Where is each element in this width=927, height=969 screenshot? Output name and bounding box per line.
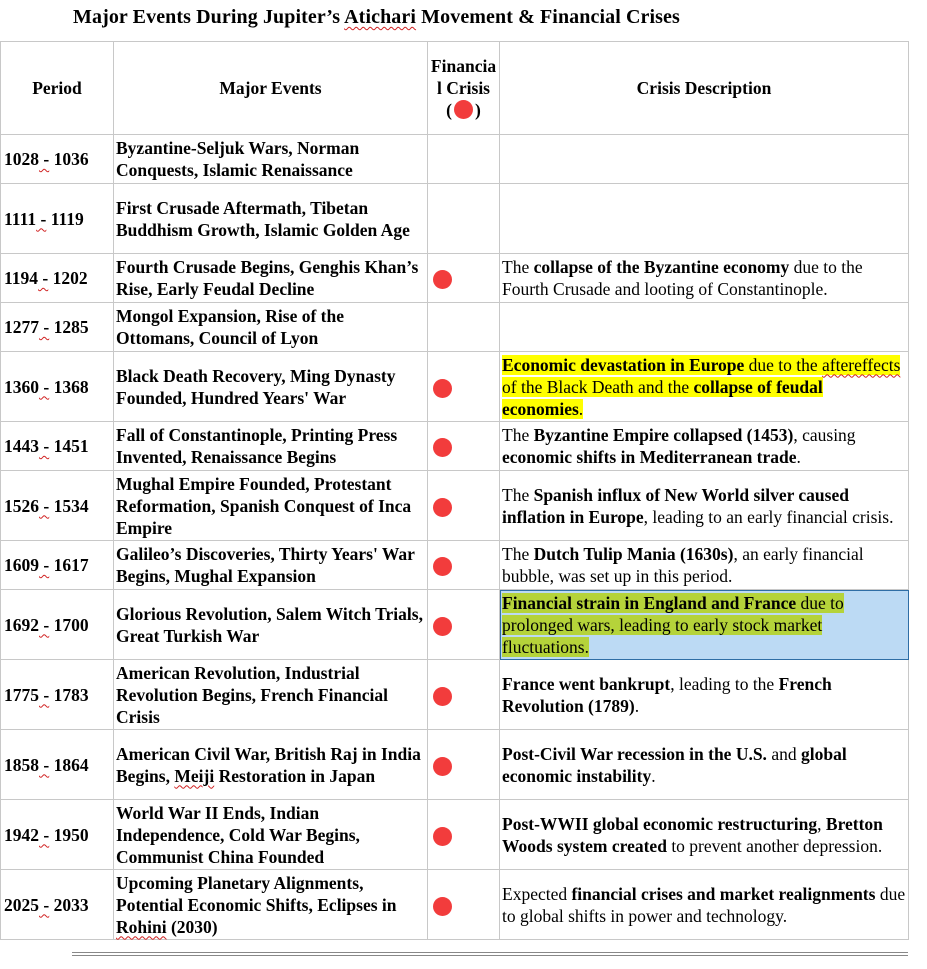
table-row bbox=[1, 303, 909, 352]
events-cell[interactable]: Galileo’s Discoveries, Thirty Years' War Begins, Mughal Expansion bbox=[114, 541, 428, 590]
description-cell[interactable]: Expected financial crises and market realignments due to global shifts in power and technology. bbox=[500, 870, 909, 940]
crisis-cell[interactable] bbox=[428, 422, 500, 471]
title-part-1: Major Events During Jupiter’s bbox=[73, 6, 345, 28]
header-period[interactable]: Period bbox=[1, 42, 114, 135]
table-row bbox=[1, 422, 909, 471]
crisis-cell[interactable] bbox=[428, 800, 500, 870]
period-cell[interactable]: 1609 - 1617 bbox=[1, 541, 114, 590]
red-circle-icon bbox=[433, 617, 452, 636]
description-cell[interactable]: The Byzantine Empire collapsed (1453), causing economic shifts in Mediterranean trade. bbox=[500, 422, 909, 471]
crisis-cell[interactable] bbox=[428, 730, 500, 800]
crisis-cell[interactable] bbox=[428, 590, 500, 660]
header-crisis-symbol: ( ) bbox=[446, 100, 481, 120]
crisis-cell[interactable] bbox=[428, 660, 500, 730]
events-cell[interactable]: Byzantine-Seljuk Wars, Norman Conquests, Islamic Renaissance bbox=[114, 135, 428, 184]
events-cell[interactable]: Fourth Crusade Begins, Genghis Khan’s Rise, Early Feudal Decline bbox=[114, 254, 428, 303]
crisis-cell[interactable] bbox=[428, 254, 500, 303]
description-cell[interactable]: France went bankrupt, leading to the French Revolution (1789). bbox=[500, 660, 909, 730]
crisis-cell[interactable] bbox=[428, 303, 500, 352]
description-cell[interactable]: The Dutch Tulip Mania (1630s), an early financial bubble, was set up in this period. bbox=[500, 541, 909, 590]
red-circle-icon bbox=[433, 687, 452, 706]
events-table bbox=[0, 41, 909, 940]
description-cell[interactable] bbox=[500, 303, 909, 352]
description-cell[interactable]: The Spanish influx of New World silver caused inflation in Europe, leading to an early financial crisis. bbox=[500, 471, 909, 541]
description-cell[interactable]: Post-WWII global economic restructuring, Bretton Woods system created to prevent another depression. bbox=[500, 800, 909, 870]
period-cell[interactable]: 1443 - 1451 bbox=[1, 422, 114, 471]
red-circle-icon bbox=[433, 438, 452, 457]
document-title bbox=[73, 6, 680, 29]
table-row bbox=[1, 471, 909, 541]
period-cell[interactable]: 2025 - 2033 bbox=[1, 870, 114, 940]
red-circle-icon bbox=[454, 100, 473, 119]
period-cell[interactable]: 1692 - 1700 bbox=[1, 590, 114, 660]
red-circle-icon bbox=[433, 379, 452, 398]
table-row bbox=[1, 254, 909, 303]
red-circle-icon bbox=[433, 827, 452, 846]
title-part-3: Movement & Financial Crises bbox=[416, 6, 680, 28]
period-cell[interactable]: 1111 - 1119 bbox=[1, 184, 114, 254]
period-cell[interactable]: 1858 - 1864 bbox=[1, 730, 114, 800]
description-cell[interactable] bbox=[500, 135, 909, 184]
table-row bbox=[1, 135, 909, 184]
events-cell[interactable]: Glorious Revolution, Salem Witch Trials, Great Turkish War bbox=[114, 590, 428, 660]
period-cell[interactable]: 1526 - 1534 bbox=[1, 471, 114, 541]
header-crisis-label: Financial Crisis bbox=[430, 56, 497, 98]
period-cell[interactable]: 1028 - 1036 bbox=[1, 135, 114, 184]
description-cell[interactable]: Post-Civil War recession in the U.S. and global economic instability. bbox=[500, 730, 909, 800]
table-row bbox=[1, 870, 909, 940]
title-part-2: Atichari bbox=[344, 6, 417, 28]
period-cell[interactable]: 1277 - 1285 bbox=[1, 303, 114, 352]
events-cell[interactable]: Black Death Recovery, Ming Dynasty Founded, Hundred Years' War bbox=[114, 352, 428, 422]
table-row bbox=[1, 352, 909, 422]
description-cell[interactable]: Economic devastation in Europe due to the aftereffects of the Black Death and the collapse of feudal economies. bbox=[500, 352, 909, 422]
events-cell[interactable]: American Civil War, British Raj in India Begins, Meiji Restoration in Japan bbox=[114, 730, 428, 800]
red-circle-icon bbox=[433, 757, 452, 776]
period-cell[interactable]: 1942 - 1950 bbox=[1, 800, 114, 870]
events-cell[interactable]: Mughal Empire Founded, Protestant Reformation, Spanish Conquest of Inca Empire bbox=[114, 471, 428, 541]
header-events[interactable]: Major Events bbox=[114, 42, 428, 135]
table-header-row bbox=[1, 42, 909, 135]
period-cell[interactable]: 1775 - 1783 bbox=[1, 660, 114, 730]
bottom-divider bbox=[72, 952, 908, 956]
table-row bbox=[1, 590, 909, 660]
description-cell[interactable] bbox=[500, 184, 909, 254]
events-cell[interactable]: Mongol Expansion, Rise of the Ottomans, Council of Lyon bbox=[114, 303, 428, 352]
description-cell[interactable]: The collapse of the Byzantine economy due to the Fourth Crusade and looting of Constantinople. bbox=[500, 254, 909, 303]
table-row bbox=[1, 660, 909, 730]
crisis-cell[interactable] bbox=[428, 352, 500, 422]
red-circle-icon bbox=[433, 897, 452, 916]
period-cell[interactable]: 1360 - 1368 bbox=[1, 352, 114, 422]
events-cell[interactable]: World War II Ends, Indian Independence, Cold War Begins, Communist China Founded bbox=[114, 800, 428, 870]
events-cell[interactable]: Upcoming Planetary Alignments, Potential Economic Shifts, Eclipses in Rohini (2030) bbox=[114, 870, 428, 940]
header-crisis[interactable] bbox=[428, 42, 500, 135]
crisis-cell[interactable] bbox=[428, 184, 500, 254]
period-cell[interactable]: 1194 - 1202 bbox=[1, 254, 114, 303]
header-description[interactable]: Crisis Description bbox=[500, 42, 909, 135]
table-row bbox=[1, 541, 909, 590]
red-circle-icon bbox=[433, 498, 452, 517]
crisis-cell[interactable] bbox=[428, 471, 500, 541]
events-cell[interactable]: Fall of Constantinople, Printing Press Invented, Renaissance Begins bbox=[114, 422, 428, 471]
table-row bbox=[1, 730, 909, 800]
red-circle-icon bbox=[433, 270, 452, 289]
events-cell[interactable]: American Revolution, Industrial Revolution Begins, French Financial Crisis bbox=[114, 660, 428, 730]
table-row bbox=[1, 800, 909, 870]
red-circle-icon bbox=[433, 557, 452, 576]
crisis-cell[interactable] bbox=[428, 870, 500, 940]
description-cell[interactable]: Financial strain in England and France due to prolonged wars, leading to early stock market fluctuations. bbox=[500, 590, 909, 660]
table-row bbox=[1, 184, 909, 254]
crisis-cell[interactable] bbox=[428, 135, 500, 184]
crisis-cell[interactable] bbox=[428, 541, 500, 590]
events-cell[interactable]: First Crusade Aftermath, Tibetan Buddhism Growth, Islamic Golden Age bbox=[114, 184, 428, 254]
